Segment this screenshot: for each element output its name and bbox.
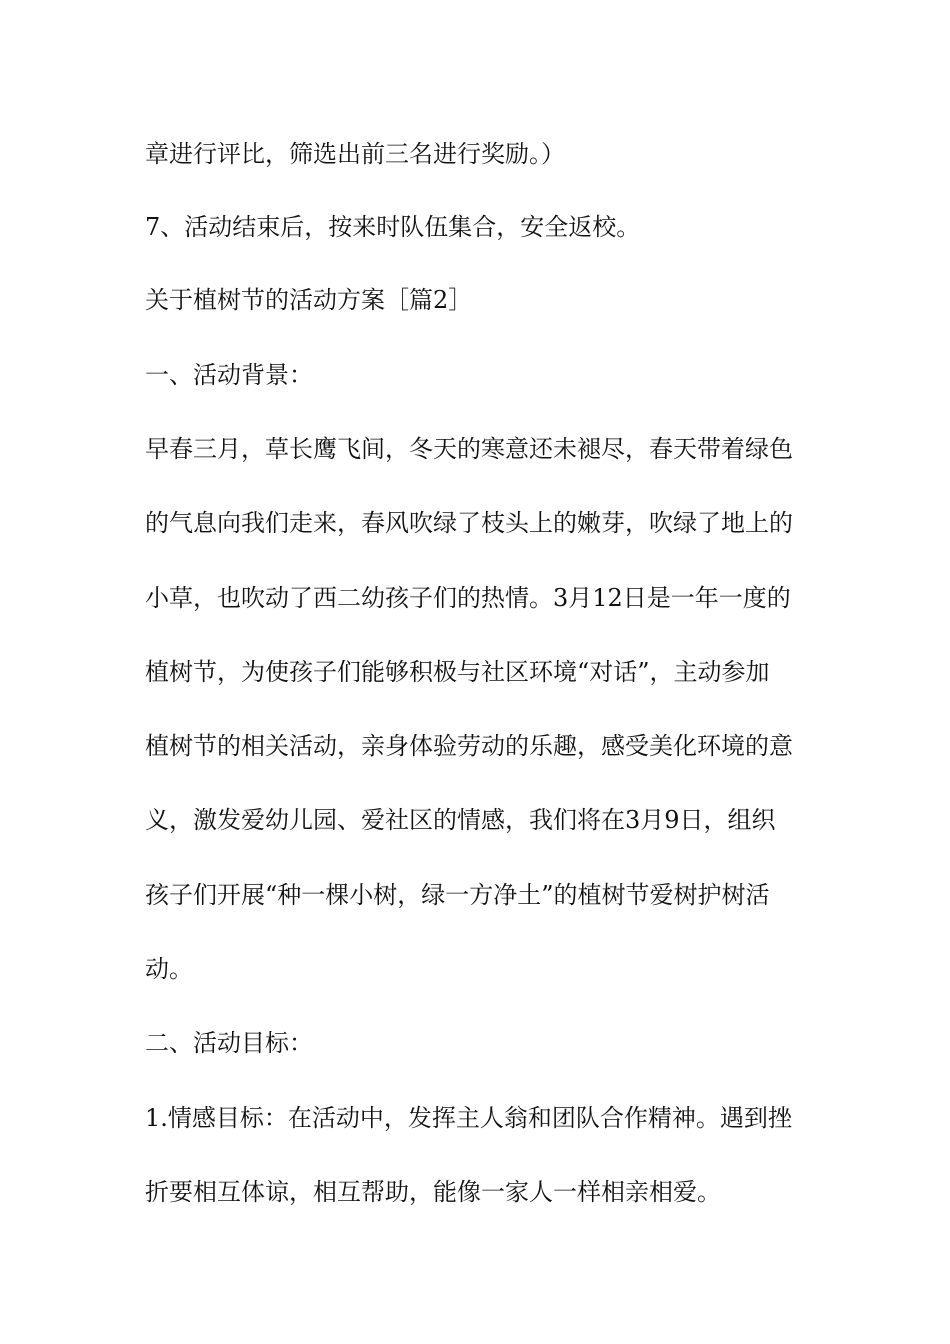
text-line: 的气息向我们走来，春风吹绿了枝头上的嫩芽，吹绿了地上的: [145, 509, 793, 537]
text-line: 孩子们开展“种一棵小树，绿一方净土”的植树节爱树护树活: [145, 881, 770, 909]
text-line: 植树节的相关活动，亲身体验劳动的乐趣，感受美化环境的意: [145, 732, 793, 760]
text-line: 小草，也吹动了西二幼孩子们的热情。3月12日是一年一度的: [145, 584, 791, 612]
text-line: 植树节，为使孩子们能够积极与社区环境“对话”，主动参加: [145, 658, 770, 686]
text-line: 早春三月，草长鹰飞间，冬天的寒意还未褪尽，春天带着绿色: [145, 435, 793, 463]
text-line: 动。: [145, 955, 193, 983]
section-heading: 二、活动目标：: [145, 1029, 313, 1057]
section-title: 关于植树节的活动方案［篇2］: [145, 286, 473, 314]
text-line: 7、活动结束后，按来时队伍集合，安全返校。: [145, 213, 641, 241]
text-line: 1.情感目标：在活动中，发挥主人翁和团队合作精神。遇到挫: [145, 1104, 792, 1132]
text-line: 折要相互体谅，相互帮助，能像一家人一样相亲相爱。: [145, 1178, 721, 1206]
text-line: 义，激发爱幼儿园、爱社区的情感，我们将在3月9日，组织: [145, 806, 776, 834]
section-heading: 一、活动背景：: [145, 361, 313, 389]
text-line: 章进行评比，筛选出前三名进行奖励。）: [145, 140, 565, 168]
